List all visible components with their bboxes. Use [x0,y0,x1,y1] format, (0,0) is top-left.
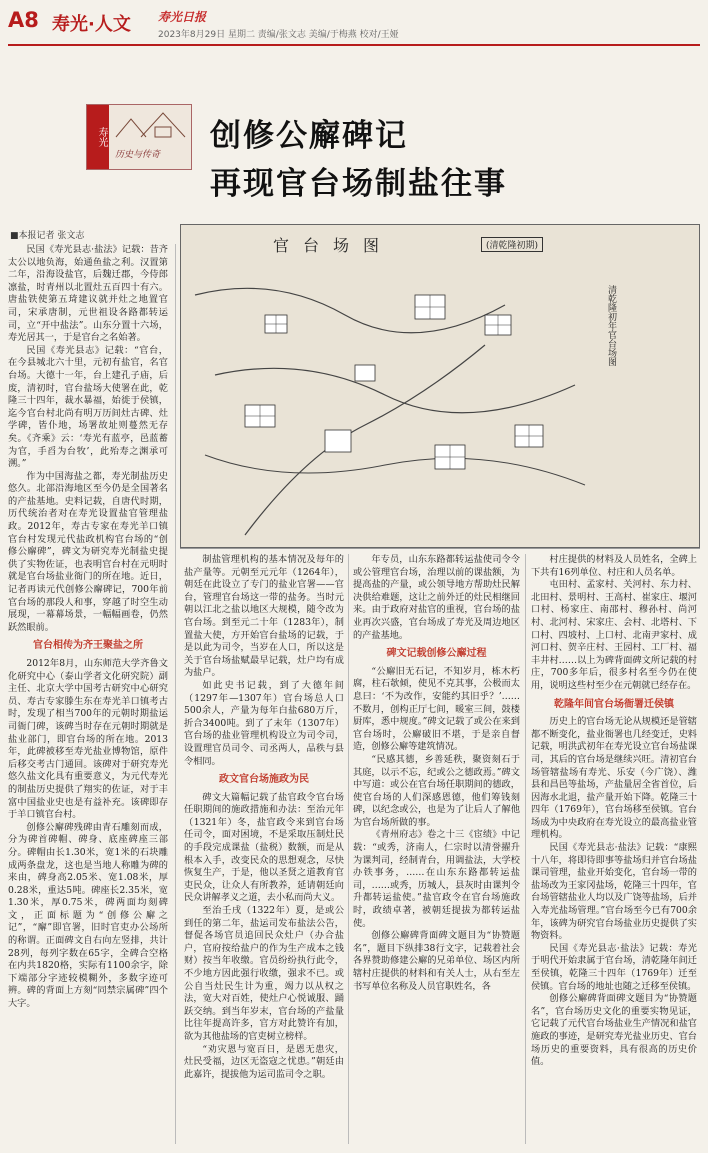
paragraph: 至治壬戌（1322年）夏，是或公到任的第二年，盐运司发布盐法公告，督促各场官员追回民众灶户（办合盐户，官府按给盐户的作为生产成本之钱财）按当年收缴。官员纷纷执行此令，不少地方因此强行收缴，强求不已。或公自当灶民生计为重，竭力以从权之法，宽大对百姓，使灶户心悦诚服、踊跃交纳。到当年岁末，官台场的产盐量比往年提高许多，官方对此赞许有加，欲为其他盐场的官吏树立榜样。 [184,905,344,1042]
paragraph: 作为中国海盐之都，寿光制盐历史悠久。北部沿海地区至今仍是全国著名的产盐基地。史料记载，自唐代时期，历代统治者对在寿光设置盐官管理盐政。2012年，寿古专家在寿光羊口镇官台村发现元代盐政机构官台场的“创修公廨碑”，碑文为研究寿光制盐史提供了实物佐证，也表明官台村在元明时就是官台场盐业衙门的所在地。近日，记者再读元代创修公廨碑记，700年前官台场的那段人和事，穿越了时空生动展现，一幕幕场景，一幅幅画卷，仍然跃然眼前。 [8,470,168,633]
historical-map-figure [180,224,700,548]
column-logo [86,104,192,170]
section-name: 寿光·人文 [52,14,131,35]
map-subtitle: (清乾隆初期) [481,237,543,252]
subheading: 碑文记载创修公廨过程 [386,648,487,660]
column-rule [525,554,526,1144]
article-column-2 [184,554,344,1146]
paragraph: 民国《寿光县志·盐法》记载：寿光于明代开始隶属于官台场，清乾隆年间迁至侯镇，乾隆三十四年（1769年）迁至侯镇。官台场的地址也随之迁移至侯镇。 [531,942,697,992]
map-divider [180,548,700,549]
subheading: 乾隆年间官台场衙署迁侯镇 [554,698,674,710]
subheading: 政文官台场施政为民 [219,774,309,786]
paragraph: 2012年8月，山东师范大学齐鲁文化研究中心（泰山学者文化研究院）副主任、北京大学中国考古研究中心研究员、寿古专家滕生东在寿光羊口镇考古时，发现了相当700年的元朝时期盐运司衙门碑，该碑当时存在元朝时期就是盐业部门，即官台场的所在地。2013年，此碑被移至寿光盐业博物馆，原件后移交考古门通回。该碑对于研究寿光悠久盐文化具有重要意义，为元代寿光的制盐历史提供了翔实的佐证，对于丰富中国盐业史也是有益补充。该碑即存于羊口镇官台村。 [8,658,168,821]
page-number: A8 [8,8,39,32]
paragraph: 创修公廨碑背面碑文题目为“协赞题名”，题目下纵排38行文字，记载着社会各界赞助修建公廨的兄弟单位、场区内所辖村庄提供的材料和有关人士，从右至左书写单位名称及人员官职姓名，各 [353,930,520,992]
paragraph: 民国《寿光县志》记载：“官台，在今县城北六十里，元初有盐官，名官台场。大德十一年，台上建孔子庙，后废，清初时，官台盐场大使署在此，乾隆三十四年，裁水暴福，始徙于侯镇，迄今官台村北尚有明万历间灶古碑、灶学碑，皆仆地，场署故址则蔓然无存矣。《齐乘》云：‘寿光有蓝亭，邑蓝蓄为官，手舀为台牧’，此殆寿之渊承可溯。” [8,344,168,470]
headline-line-2: 再现官台场制盐往事 [210,166,507,202]
paragraph: 碑文大篇幅记载了盐官政令官台场任职期间的施政措施和办法：至治元年（1321年）冬，盐官政令来到官台场任司令，面对困境，不是采取压制灶民的手段完成课盐（盐税）数额，而是从根本入手，改变民众的思想观念，尽快恢复生产，于是，他以圣贤之道教育官吏民众，让众人有所教养，延请朝廷向民众讲解孝义之道，去小私而尚大义。 [184,791,344,904]
article-column-1 [8,244,168,1144]
paragraph: 屯田村、孟家村、关河村、东力村、北田村、景明村、王高村、崔家庄、堰河口村、杨家庄、南邵村、穆孙村、尚河村、北河村、宋家庄、会村、北塔村、下口村、四坡村、上口村、北南尹家村、成河口村、贺辛庄村、王园村、工厂村、福丰井村……以上为碑背面碑文所记载的村庄，700多年后，很多村名至今仍在使用，说明这些村至少在元朝就已经存在。 [531,579,697,691]
paragraph: “公廨旧无石记，不知岁月，栋木朽腐，柱石欹倾，使见不克其事，公极而太息曰：‘不为改作，安能约其旧乎？’……不数月，创构正厅七间，暖室三间，鼓楼厨库，悉中规度。”碑文记载了或公在来到官台场时，公廨破旧不堪，于是亲自督造，创修公廨等建筑情况。 [353,665,520,753]
paragraph: 如此史书记载，到了大德年间（1297年—1307年）官台场总人口500余人，产量为每年白盐680万斤，折合3400吨。到了了末年（1307年）官台场的盐业管理机构设立为司令司，设置理官员司令、司丞两人，品秩与县令相同。 [184,679,344,767]
header-divider [8,44,700,46]
paragraph: 民国《寿光县志·盐法》记载：昔齐太公以地负海，始通鱼盐之利。汉置第二年，沿海设盐官，后魏迁郡，今侍郎凛盐，时青州以北置灶五百四十有六。唐盐铁使第五琦建议就并灶之地置官司，宋承唐制，元世祖设各路都转运司，立“开中盐法”。山东分置十六场，寿光居其一，于是官台之名始著。 [8,244,168,344]
pavilion-illustration [111,107,189,143]
paragraph: 制盐管理机构的基本情况及每年的盐产量等。元朝至元元年（1264年），朝廷在此设立了专门的盐业官署——官台，管理官台场这一带的盐务。当时元朝以江北之盐以地区大规模，随令改为官台场。到至元二十年（1283年），制置盐大使，方开始官台盐场的记载，于是以此为司令，当岁在人口，所以这是关于官台场盐赋最早记载，灶户均有成为盐户。 [184,554,344,679]
article-column-4 [531,554,697,1146]
map-title: 官台场图 [273,236,394,255]
paragraph: 历史上的官台场无论从规模还是管辖都不断变化，盐业衙署也几经变迁，史料记载，明洪武初年在寿光设立官台场盐课司，其后的官台场是继续兴旺。清初官台场管辖盐场有寿光、乐安（今广饶）、潍县和昌邑等盐场，产盐量居全省首位，后因海水北退，盐产量开始下降。乾隆三十四年（1769年），官台场移至侯镇。官台场成为中央政府在寿光设立的最高盐业管理机构。 [531,716,697,841]
paragraph: “劝灾恩与宽百日，是恩无患灾，灶民受福，边区无盗寇之忧患。”朝廷由此嘉许，提拔他为运司监司令之职。 [184,1043,344,1080]
date-line: 2023年8月29日 星期二 责编/张文志 美编/于梅燕 校对/王娅 [158,30,399,40]
headline-line-1: 创修公廨碑记 [210,118,408,154]
paragraph: 年专员，山东东路都转运盐使司令令或公管理官台场，治理以前的课盐额，为提高盐的产量，或公领导地方帮助灶民解决供给难题，这让之前外迁的灶民相继回来。由于政府对盐官的重视，官台场的盐业再次兴盛，官台场成了寿光及周边地区的产盐基地。 [353,554,520,641]
page-header [0,0,708,44]
logo-label: 寿光 [87,105,109,169]
column-rule [348,554,349,1144]
paragraph: 民国《寿光县志·盐法》记载：“康熙十八年，将即待即事等盐场归并官台场盐课司管理，盐业开始变化，官台场一带的盐场改为王家冈盐场，乾隆三十四年，官台场管辖盐业人均以及广饶等盐场，后并入寿光盐场管理。”官台场至今已有700余年，该碑为研究官台场盐业历史提供了实物资料。 [531,842,697,942]
subheading: 官台相传为齐王聚盐之所 [33,640,143,652]
map-drawing [185,255,605,545]
paragraph: 《青州府志》卷之十三《宦绩》中记载：“或秀，济南人，仁宗时以清誉擢升为课判司，经制青台，用调盐法，大学校办铁事务，……在山东东路都转运盐司，……或秀，历城人，县灰时由课判令升都转运盐使。”盐官政令在官台场施政时，政绩卓著，被朝廷提拔为都转运盐使。 [353,829,520,929]
paragraph: 创修公廨碑残碑由青石雕刻而成，分为碑首碑帽、碑身、底座碑座三部分。碑帽由长1.30米，宽1米的石块雕成两条盘龙，这也是当地人称雕为碑的来由，碑身高2.05米、宽1.08米，厚0.28米，重达5吨。碑座长2.35米，宽1.30米，厚0.75米，碑两面均刻碑文，正面标题为“创修公廨之记”，“廨”即官署，旧时官吏办公场所的称谓。正面碑文自右向左竖排，共计28列，每列字数在65字，全碑合空格在内共1820格，实际有1100余字，除下端部分字迹较模糊外，多数字迹可辨。碑的背面上方刻“同禁宗属碑”四个大字。 [8,821,168,1010]
column-rule [175,244,176,1144]
paragraph: 村庄提供的材料及人员姓名，全碑上下共有16列单位、村庄和人员名单。 [531,554,697,578]
byline: ■本报记者 张文志 [10,231,85,241]
paragraph: “民感其德，乡善延秩，聚资刻石于其庭，以示不忘，纪或公之德政焉。”碑文中写道：或公在官台场任职期间的德政，使官台场的人们深感恩德，他们筹钱刻碑，以纪念或公，也是为了让后人了解他为官台场所做的事。 [353,753,520,828]
map-caption: 清乾隆初年官台场图 [606,285,616,366]
newspaper-brand: 寿光日报 [158,10,207,24]
paragraph: 创修公廨碑背面碑文题目为“协赞题名”，官台场历史文化的重要实物见证，它记载了元代官台场盐业生产情况和盐官施政的事迹，是研究寿光盐业历史、官台场历史的重要资料，具有很高的历史价值。 [531,993,697,1068]
logo-tagline: 历史与传奇 [115,150,161,160]
article-column-3 [353,554,520,1146]
